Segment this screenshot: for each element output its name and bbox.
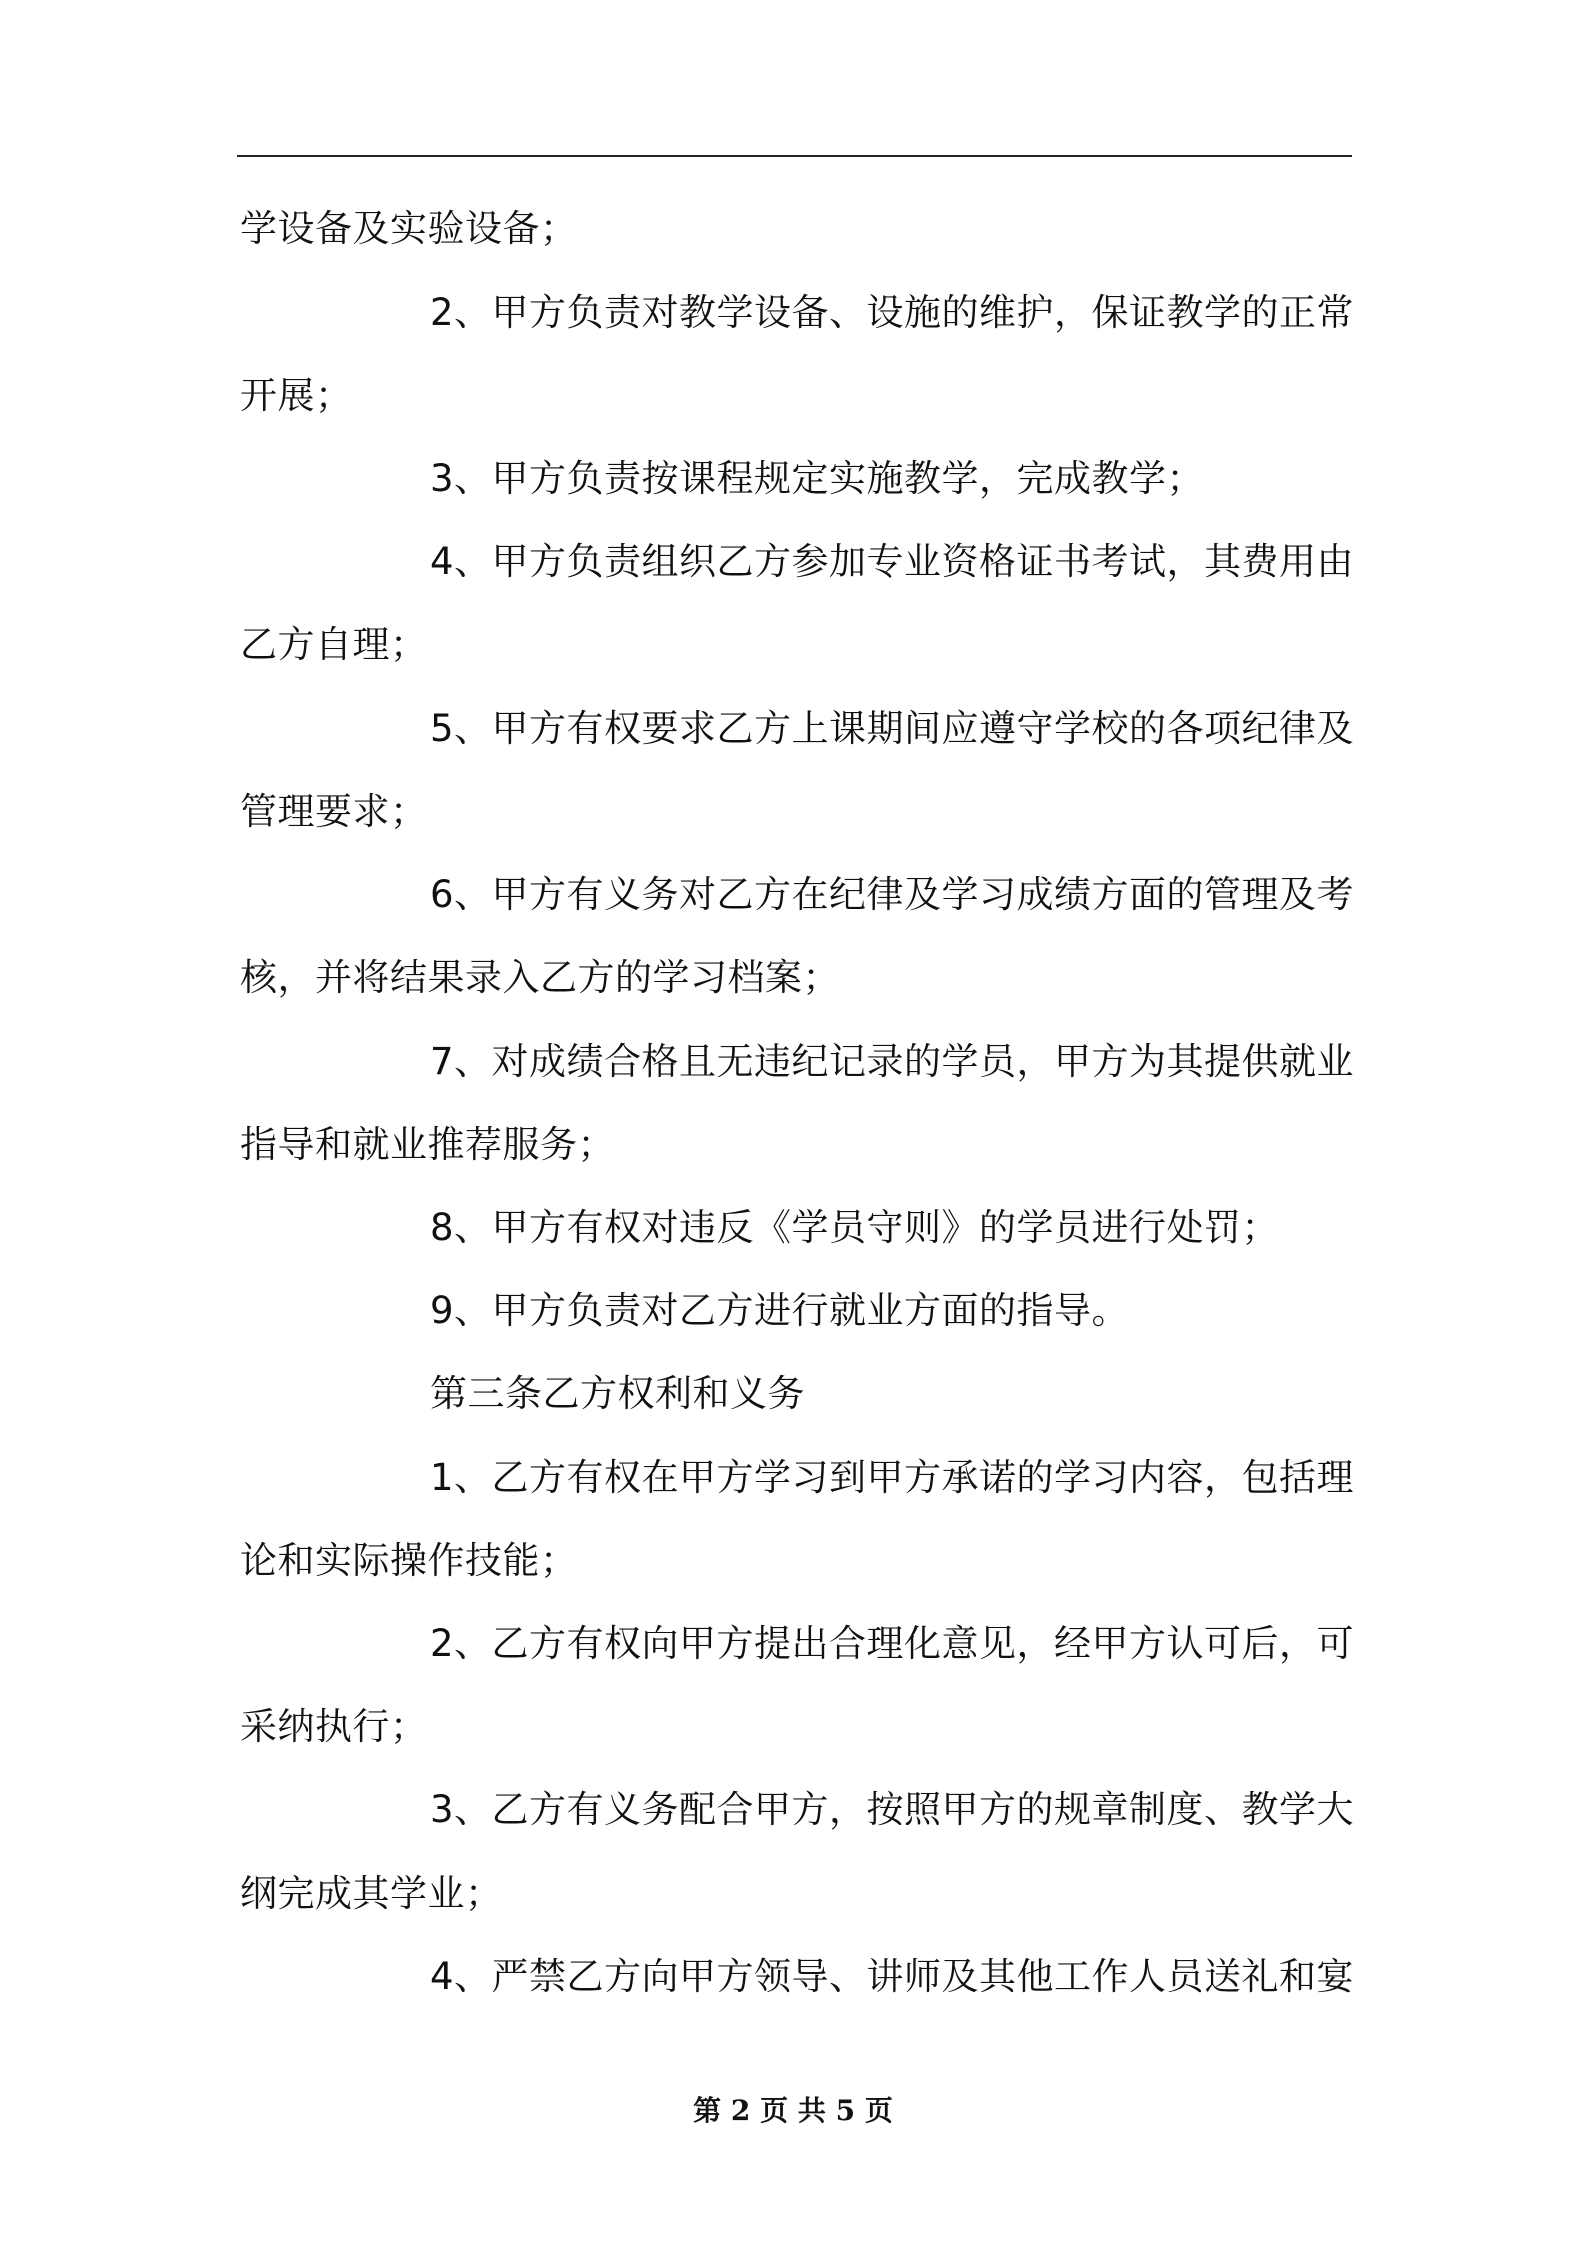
text-line: 论和实际操作技能；	[240, 1539, 578, 1582]
text-line: 指导和就业推荐服务；	[240, 1123, 615, 1166]
text-line: 管理要求；	[240, 790, 428, 833]
text-line: 2、乙方有权向甲方提出合理化意见，经甲方认可后，可	[430, 1622, 1355, 1665]
text-line: 2、甲方负责对教学设备、设施的维护，保证教学的正常	[430, 291, 1355, 334]
text-line: 4、严禁乙方向甲方领导、讲师及其他工作人员送礼和宴	[430, 1955, 1355, 1998]
text-line: 4、甲方负责组织乙方参加专业资格证书考试，其费用由	[430, 540, 1355, 583]
text-line: 6、甲方有义务对乙方在纪律及学习成绩方面的管理及考	[430, 873, 1355, 916]
text-line: 8、甲方有权对违反《学员守则》的学员进行处罚；	[430, 1206, 1280, 1249]
text-line: 3、甲方负责按课程规定实施教学，完成教学；	[430, 457, 1205, 500]
text-line: 7、对成绩合格且无违纪记录的学员，甲方为其提供就业	[430, 1040, 1355, 1083]
header-rule	[237, 155, 1352, 157]
text-line: 乙方自理；	[240, 623, 428, 666]
text-line: 1、乙方有权在甲方学习到甲方承诺的学习内容，包括理	[430, 1456, 1355, 1499]
text-line: 开展；	[240, 374, 353, 417]
text-line: 5、甲方有权要求乙方上课期间应遵守学校的各项纪律及	[430, 707, 1355, 750]
text-line: 学设备及实验设备；	[240, 207, 578, 250]
text-line: 3、乙方有义务配合甲方，按照甲方的规章制度、教学大	[430, 1788, 1355, 1831]
page-number: 第 2 页 共 5 页	[693, 2094, 893, 2127]
text-line: 采纳执行；	[240, 1705, 428, 1748]
section-heading: 第三条乙方权利和义务	[430, 1372, 805, 1415]
text-line: 9、甲方负责对乙方进行就业方面的指导。	[430, 1289, 1130, 1332]
text-line: 纲完成其学业；	[240, 1872, 503, 1915]
text-line: 核，并将结果录入乙方的学习档案；	[240, 956, 840, 999]
